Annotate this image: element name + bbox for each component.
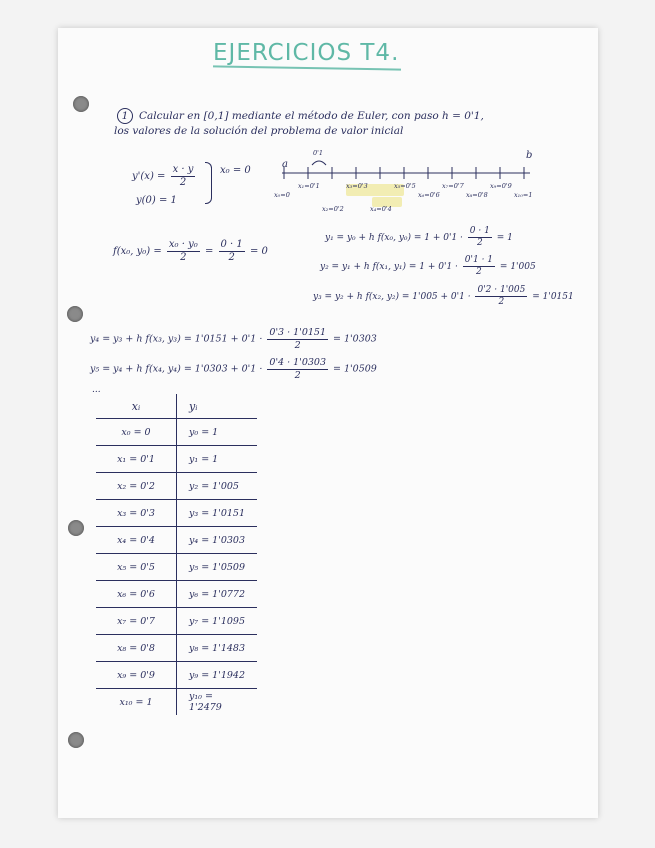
table-row	[96, 689, 257, 716]
number-line-label: x₁=0'1	[298, 182, 320, 190]
step-y5	[90, 358, 377, 380]
ivp-equation	[132, 165, 197, 188]
ivp-x0: x₀ = 0	[220, 165, 251, 176]
step-y3-text: y₃ = y₂ + h f(x₂, y₂) = 1'005 + 0'1 ·	[313, 292, 471, 302]
f0-fraction-2	[219, 240, 245, 263]
ivp-brace	[205, 162, 212, 204]
number-line-b: b	[526, 150, 533, 161]
cell-y: y₇ = 1'1095	[177, 608, 258, 635]
f0-frac1-den: 2	[180, 252, 187, 263]
step-y1-fraction	[468, 227, 492, 248]
cell-y: y₀ = 1	[177, 419, 258, 446]
step-y2-num: 0'1 · 1	[464, 255, 494, 265]
table-row	[96, 608, 257, 635]
cell-y: y₈ = 1'1483	[177, 635, 258, 662]
cell-x: x₈ = 0'8	[96, 635, 177, 662]
cell-y: y₄ = 1'0303	[177, 527, 258, 554]
cell-x: x₀ = 0	[96, 419, 177, 446]
step-y4-num: 0'3 · 1'0151	[269, 327, 326, 338]
f0-frac2-num: 0 · 1	[220, 239, 243, 250]
step-y5-den: 2	[294, 369, 301, 381]
ivp-lhs: y'(x) =	[132, 171, 166, 182]
cell-x: x₃ = 0'3	[96, 500, 177, 527]
cell-x: x₂ = 0'2	[96, 473, 177, 500]
cell-x: x₄ = 0'4	[96, 527, 177, 554]
results-table	[96, 394, 257, 715]
f0-frac2-den: 2	[228, 252, 235, 263]
problem-statement-line1	[117, 108, 484, 124]
step-y5-result: = 1'0509	[333, 363, 377, 375]
step-y2-den: 2	[476, 267, 482, 277]
step-y2	[320, 256, 536, 277]
number-line-label: x₄=0'4	[370, 205, 392, 213]
step-y3-den: 2	[498, 297, 505, 307]
table-row	[96, 662, 257, 689]
step-y2-fraction	[463, 256, 495, 277]
table-header-row	[96, 394, 257, 419]
cell-y: y₃ = 1'0151	[177, 500, 258, 527]
cell-x: x₁ = 0'1	[96, 446, 177, 473]
step-y4-result: = 1'0303	[333, 333, 377, 345]
step-y3-num: 0'2 · 1'005	[477, 285, 526, 295]
header-xi: xᵢ	[96, 394, 177, 419]
ivp-initial-condition: y(0) = 1	[136, 195, 177, 206]
step-y1-text: y₁ = y₀ + h f(x₀, y₀) = 1 + 0'1 ·	[325, 233, 463, 243]
step-y3-result: = 1'0151	[532, 292, 574, 302]
table-row	[96, 554, 257, 581]
f0-result: = 0	[249, 246, 268, 257]
binder-hole-3	[68, 520, 84, 536]
cell-x: x₆ = 0'6	[96, 581, 177, 608]
step-y5-num: 0'4 · 1'0303	[269, 357, 326, 368]
cell-y: y₁₀ = 1'2479	[177, 689, 258, 716]
table-row	[96, 500, 257, 527]
cell-x: x₉ = 0'9	[96, 662, 177, 689]
number-line-label: x₈=0'8	[466, 191, 488, 199]
step-y4-fraction	[267, 328, 328, 350]
cell-y: y₂ = 1'005	[177, 473, 258, 500]
number-line-label: x₆=0'6	[418, 191, 440, 199]
step-y5-text: y₅ = y₄ + h f(x₄, y₄) = 1'0303 + 0'1 ·	[90, 363, 263, 375]
number-line-label: x₇=0'7	[442, 182, 464, 190]
table-row	[96, 635, 257, 662]
table-row	[96, 473, 257, 500]
step-y1	[325, 227, 513, 248]
statement-text-1: Calcular en [0,1] mediante el método de Euler, con paso h = 0'1,	[139, 110, 484, 122]
step-y1-num: 0 · 1	[469, 226, 490, 236]
problem-number: 1	[117, 108, 133, 124]
table-row	[96, 446, 257, 473]
table-row	[96, 581, 257, 608]
cell-y: y₁ = 1	[177, 446, 258, 473]
cell-y: y₆ = 1'0772	[177, 581, 258, 608]
number-line-label: x₀=0	[274, 191, 290, 199]
step-y3-fraction	[475, 286, 527, 307]
table-row	[96, 419, 257, 446]
problem-statement-line2: los valores de la solución del problema de valor inicial	[114, 125, 404, 137]
number-line-label: x₃=0'3	[346, 182, 368, 190]
binder-hole-1	[73, 96, 89, 112]
f0-lhs: f(x₀, y₀) =	[113, 246, 162, 257]
step-y1-result: = 1	[496, 233, 513, 243]
step-y1-den: 2	[476, 238, 483, 248]
step-y4	[90, 328, 377, 350]
step-y3	[313, 286, 574, 307]
cell-y: y₅ = 1'0509	[177, 554, 258, 581]
step-y2-text: y₂ = y₁ + h f(x₁, y₁) = 1 + 0'1 ·	[320, 262, 458, 272]
cell-x: x₁₀ = 1	[96, 689, 177, 716]
step-y2-result: = 1'005	[499, 262, 536, 272]
number-line-a: a	[282, 159, 288, 170]
number-line-label: x₁₀=1	[514, 191, 533, 199]
binder-hole-2	[67, 306, 83, 322]
page-title: EJERCICIOS T4.	[213, 40, 400, 66]
f0-expression: f(x₀, y₀) = $\frac{\text{x₀ · y₀}}{2}$ = $\frac{0 \cdot 1}{2}$ = 0	[113, 239, 268, 263]
ivp-frac-den: 2	[179, 177, 187, 188]
cell-y: y₉ = 1'1942	[177, 662, 258, 689]
step-y4-den: 2	[294, 339, 301, 351]
f0-fraction-1	[167, 240, 200, 263]
step-y4-text: y₄ = y₃ + h f(x₃, y₃) = 1'0151 + 0'1 ·	[90, 333, 263, 345]
binder-hole-4	[68, 732, 84, 748]
header-yi: yᵢ	[189, 399, 198, 413]
f0-frac1-num: x₀ · y₀	[168, 239, 198, 250]
number-line-label: x₅=0'5	[394, 182, 416, 190]
table-row	[96, 527, 257, 554]
ivp-fraction	[171, 165, 196, 188]
number-line-label: x₉=0'9	[490, 182, 512, 190]
step-y5-fraction	[267, 358, 328, 380]
ellipsis: ...	[92, 385, 101, 395]
ivp-frac-num: x · y	[172, 164, 194, 175]
cell-x: x₇ = 0'7	[96, 608, 177, 635]
number-line-label: x₂=0'2	[322, 205, 344, 213]
cell-x: x₅ = 0'5	[96, 554, 177, 581]
step-label: 0'1	[313, 149, 324, 157]
